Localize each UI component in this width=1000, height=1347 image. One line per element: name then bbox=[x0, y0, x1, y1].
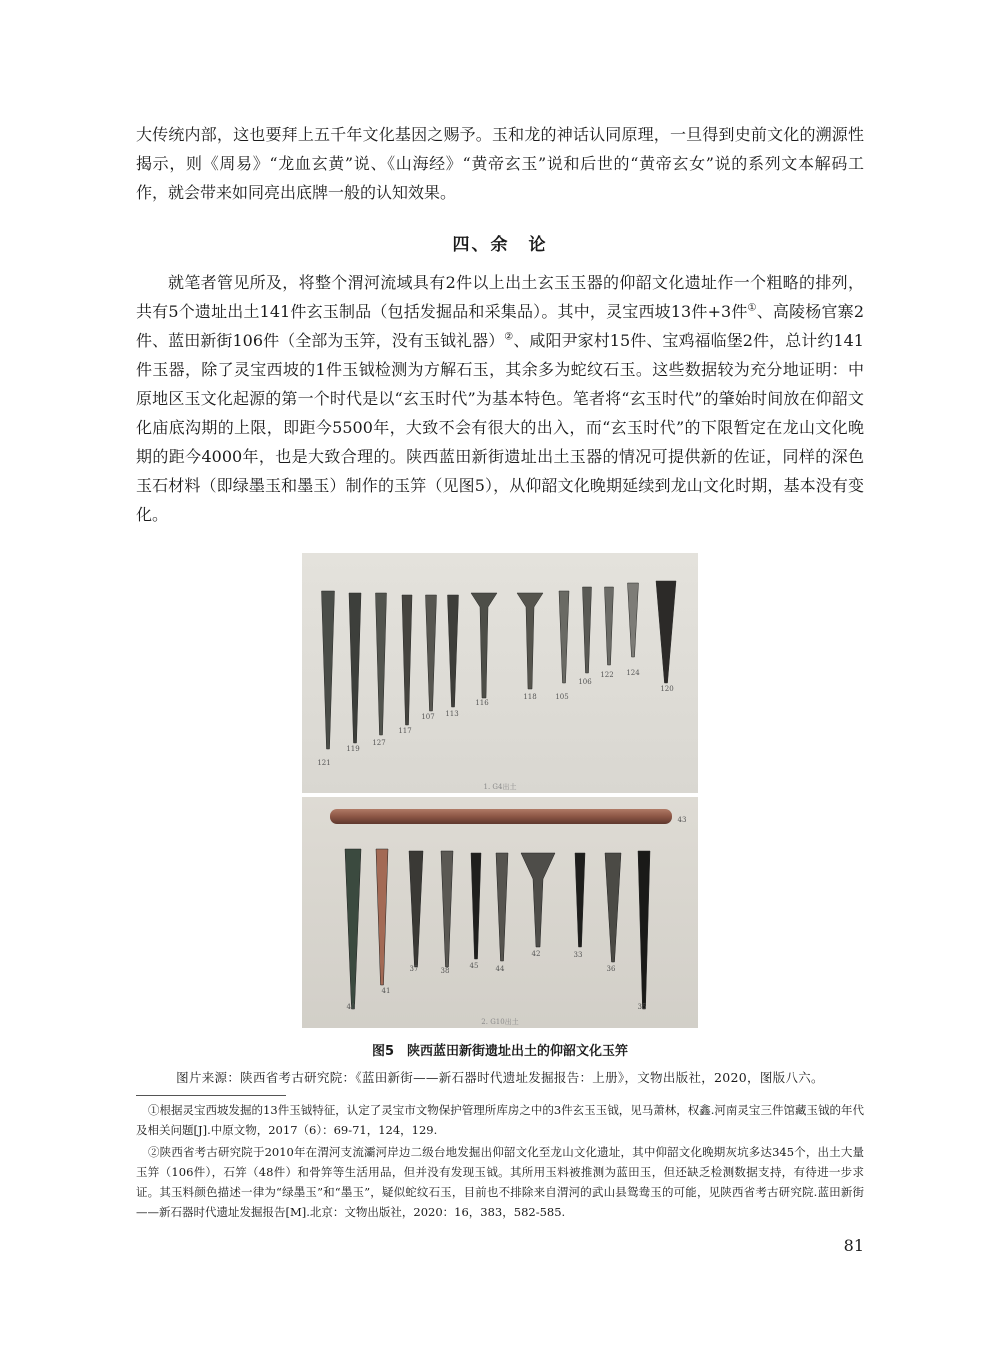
footnote-1: ①根据灵宝西坡发掘的13件玉钺特征，认定了灵宝市文物保护管理所库房之中的3件玄玉玉钺，见马萧林，权鑫.河南灵宝三件馆藏玉钺的年代及相关问题[J].中原文物，2017（6）：69-71，124，129. bbox=[136, 1103, 864, 1137]
jade-hairpins-g4-image bbox=[302, 553, 698, 793]
jade-hairpin bbox=[471, 853, 481, 959]
artifact-number-label: 107 bbox=[421, 713, 435, 721]
artifact-number-label: 121 bbox=[317, 759, 331, 767]
paragraph-text: 、咸阳尹家村15件、宝鸡福临堡2件，总计约141件玉器，除了灵宝西坡的1件玉钺检测为方解石玉，其余多为蛇纹石玉。这些数据较为充分地证明：中原地区玉文化起源的第一个时代是以“玄玉时代”为基本特色。笔者将“玄玉时代”的肇始时间放在仰韶文化庙底沟期的上限，即距今5500年，大致不会有很大的出入，而“玄玉时代”的下限暂定在龙山文化晚期的距今4000年，也是大致合理的。陕西蓝田新街遗址出土玉器的情况可提供新的佐证，同样的深色玉石材料（即绿墨玉和墨玉）制作的玉笄（见图5），从仰韶文化晚期延续到龙山文化时期，基本没有变化。 bbox=[136, 331, 864, 524]
jade-hairpin bbox=[409, 851, 423, 967]
footnote-ref-1[interactable]: ① bbox=[747, 302, 757, 314]
jade-hairpin bbox=[471, 593, 497, 698]
jade-hairpin bbox=[496, 853, 508, 961]
figure-source: 图片来源：陕西省考古研究院：《蓝田新街——新石器时代遗址发掘报告：上册》，文物出版社，2020，图版八六。 bbox=[176, 1070, 824, 1085]
artifact-number-label: 127 bbox=[372, 739, 386, 747]
page-number: 81 bbox=[843, 1236, 864, 1255]
artifact-number-label: 38 bbox=[440, 967, 450, 975]
jade-hairpin bbox=[559, 591, 569, 683]
jade-hairpin bbox=[605, 587, 614, 665]
photo-panel-g4 bbox=[302, 553, 698, 793]
long-stone-rod bbox=[330, 809, 672, 824]
artifact-number-label: 118 bbox=[523, 693, 537, 701]
artifact-number-label: 43 bbox=[677, 816, 687, 824]
artifact-number-label: 116 bbox=[475, 699, 489, 707]
paragraph-text: 、高陵杨官寨2件、蓝田新街106件（全部为玉笄，没有玉钺礼器） bbox=[136, 302, 864, 350]
jade-hairpin bbox=[426, 595, 437, 711]
jade-hairpin bbox=[376, 849, 388, 985]
jade-hairpin bbox=[376, 593, 387, 735]
jade-hairpin bbox=[656, 581, 676, 683]
artifact-number-label: 45 bbox=[469, 962, 479, 970]
artifact-number-label: 40 bbox=[346, 1003, 356, 1011]
jade-hairpin bbox=[448, 595, 459, 707]
footnote-divider bbox=[136, 1095, 286, 1096]
artifact-number-label: 35 bbox=[637, 1003, 647, 1011]
jade-hairpin bbox=[517, 593, 543, 689]
footnote-2: ②陕西省考古研究院于2010年在渭河支流灞河岸边二级台地发掘出仰韶文化至龙山文化遗址，其中仰韶文化晚期灰坑多达345个，出土大量玉笄（106件），石笄（48件）和骨笄等生活用品，但并没有发现玉钺。其所用玉料被推测为蓝田玉，但还缺乏检测数据支持，有待进一步求证。其玉料颜色描述一律为“绿墨玉”和“墨玉”，疑似蛇纹石玉，目前也不排除来自渭河的武山县鸳鸯玉的可能，见陕西省考古研究院.蓝田新街——新石器时代遗址发掘报告[M].北京：文物出版社，2020：16，383，582-585. bbox=[136, 1145, 864, 1219]
jade-hairpin bbox=[441, 851, 453, 967]
artifact-number-label: 42 bbox=[531, 950, 541, 958]
jade-hairpin bbox=[402, 595, 412, 725]
jade-hairpin bbox=[583, 587, 592, 673]
artifact-number-label: 37 bbox=[409, 965, 419, 973]
artifact-number-label: 105 bbox=[555, 693, 569, 701]
figure-caption: 图5 陕西蓝田新街遗址出土的仰韶文化玉笄 bbox=[371, 1044, 629, 1059]
jade-hairpin bbox=[628, 583, 639, 657]
artifact-number-label: 124 bbox=[626, 669, 640, 677]
artifact-number-label: 36 bbox=[606, 965, 616, 973]
footnote-ref-2[interactable]: ② bbox=[504, 331, 514, 343]
artifact-number-label: 33 bbox=[573, 951, 583, 959]
artifact-number-label: 41 bbox=[381, 987, 391, 995]
panel-caption-g4: 1. G4出土 bbox=[483, 783, 517, 791]
artifact-number-label: 44 bbox=[495, 965, 505, 973]
jade-hairpin bbox=[349, 593, 361, 743]
figure-photo bbox=[302, 553, 698, 1028]
artifact-number-label: 106 bbox=[578, 678, 592, 686]
jade-hairpin bbox=[521, 853, 555, 947]
artifact-number-label: 122 bbox=[600, 671, 614, 679]
jade-hairpin bbox=[575, 853, 585, 947]
artifact-number-label: 117 bbox=[398, 727, 412, 735]
artifact-number-label: 119 bbox=[346, 745, 360, 753]
jade-hairpin bbox=[605, 853, 621, 962]
artifact-number-label: 113 bbox=[445, 710, 459, 718]
body-paragraph-2 bbox=[136, 268, 864, 529]
paragraph-text: 就笔者管见所及，将整个渭河流域具有2件以上出土玄玉玉器的仰韶文化遗址作一个粗略的排列，共有5个遗址出土141件玄玉制品（包括发掘品和采集品）。其中，灵宝西坡13件+3件 bbox=[136, 273, 864, 321]
artifact-number-label: 120 bbox=[660, 685, 674, 693]
panel-caption-g10: 2. G10出土 bbox=[481, 1018, 519, 1026]
jade-hairpin bbox=[322, 591, 335, 749]
jade-hairpins-g10-image bbox=[302, 797, 698, 1028]
photo-panel-g10 bbox=[302, 797, 698, 1028]
jade-hairpin bbox=[345, 849, 361, 1009]
body-paragraph-1: 大传统内部，这也要拜上五千年文化基因之赐予。玉和龙的神话认同原理，一旦得到史前文化的溯源性揭示，则《周易》“龙血玄黄”说、《山海经》“黄帝玄玉”说和后世的“黄帝玄女”说的系列文本解码工作，就会带来如同亮出底牌一般的认知效果。 bbox=[136, 125, 864, 202]
jade-hairpin bbox=[638, 851, 650, 1009]
section-title: 四、余 论 bbox=[452, 235, 548, 255]
